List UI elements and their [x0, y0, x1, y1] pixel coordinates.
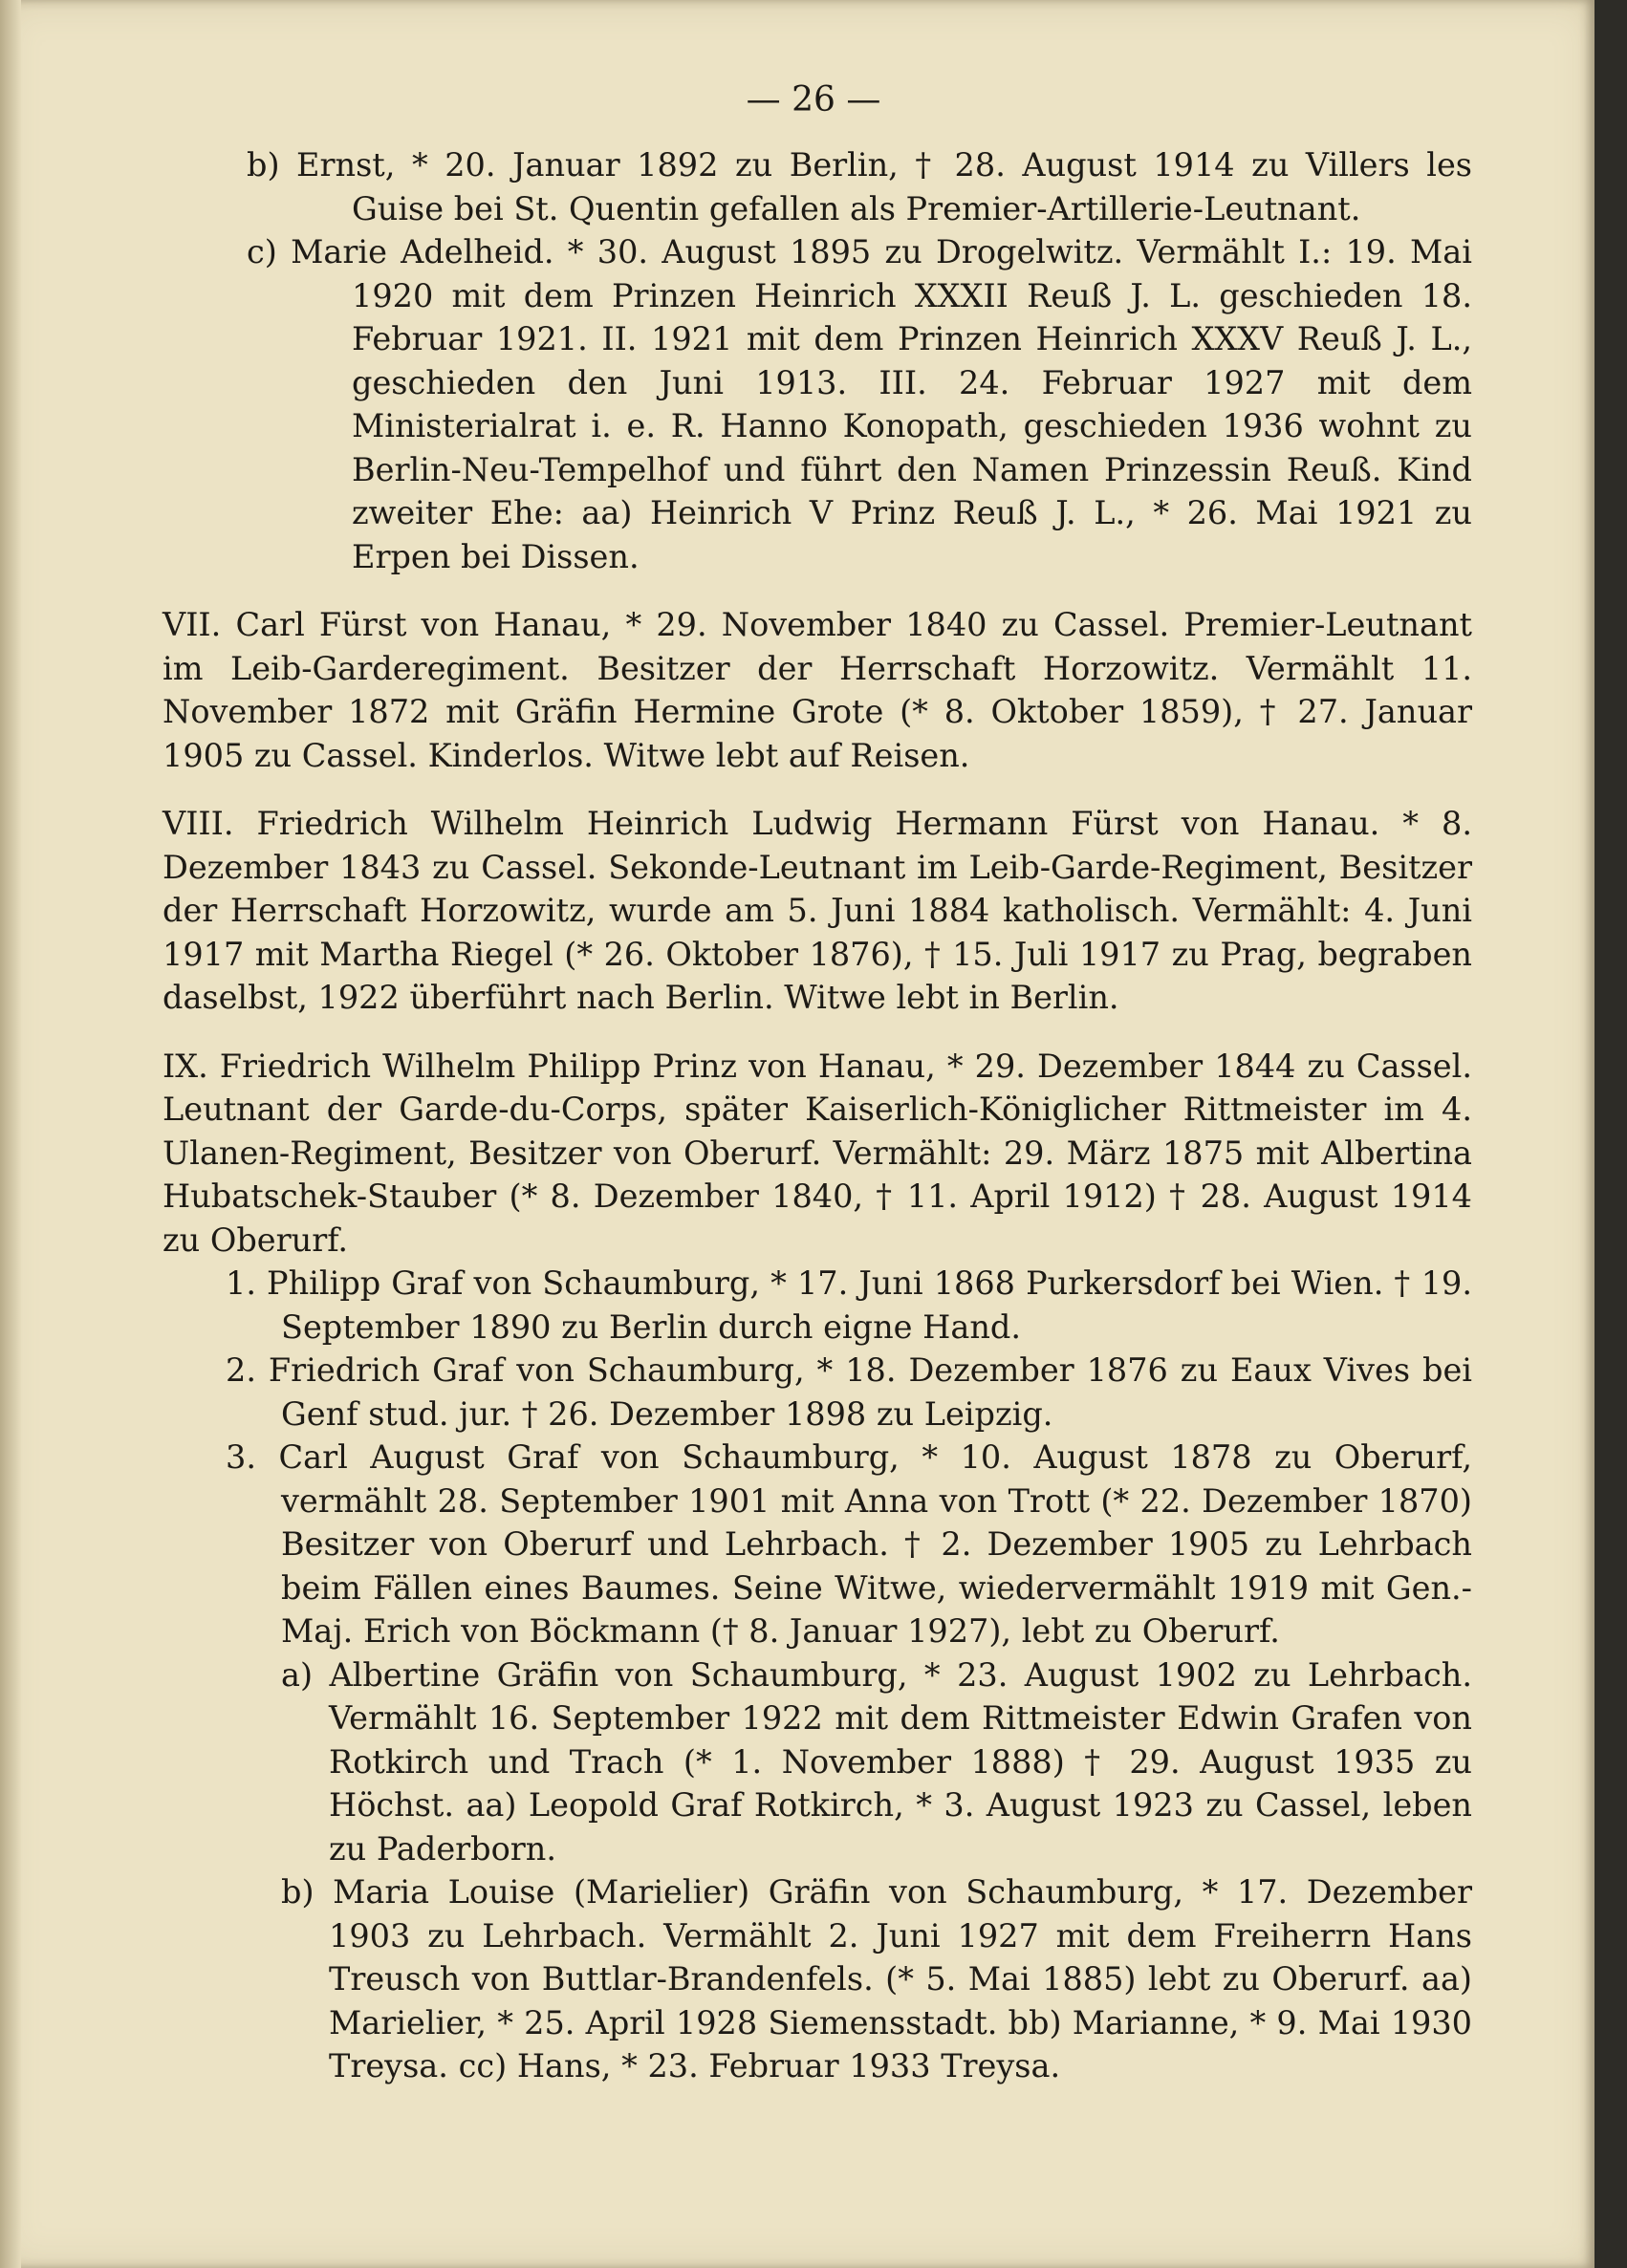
entry-vii-carl: VII. Carl Fürst von Hanau, * 29. November 1840 zu Cassel. Premier-Leutnant im Leib-Garderegiment. Besitzer der Herrschaft Horzowitz. Vermählt 11. November 1872 mit Gräfin Hermine Grote (* 8. Oktober 1859), † 27. Januar 1905 zu Cassel. Kinderlos. Witwe lebt auf Reisen.: [163, 606, 1472, 774]
page-number: — 26 —: [746, 80, 881, 119]
entry-3-carl-august: 3. Carl August Graf von Schaumburg, * 10. August 1878 zu Oberurf, vermählt 28. September 1901 mit Anna von Trott (* 22. Dezember 1870) Besitzer von Oberurf und Lehrbach. † 2. Dezember 1905 zu Lehrbach beim Fällen eines Baumes. Seine Witwe, wiedervermählt 1919 mit Gen.-Maj. Erich von Böckmann († 8. Januar 1927), lebt zu Oberurf.: [226, 1438, 1472, 1650]
entry-1-philipp: 1. Philipp Graf von Schaumburg, * 17. Juni 1868 Purkersdorf bei Wien. † 19. September 1890 zu Berlin durch eigne Hand.: [226, 1264, 1472, 1346]
page-gutter: [0, 0, 21, 2268]
page-text: [163, 143, 1472, 2088]
entry-b-ernst: b) Ernst, * 20. Januar 1892 zu Berlin, † 28. August 1914 zu Villers les Guise bei St. Quentin gefallen als Premier-Artillerie-Leutnant.: [247, 146, 1472, 227]
entry-viii-friedrich-wilhelm-heinrich: VIII. Friedrich Wilhelm Heinrich Ludwig Hermann Fürst von Hanau. * 8. Dezember 1843 zu Cassel. Sekonde-Leutnant im Leib-Garde-Regiment, Besitzer der Herrschaft Horzowitz, wurde am 5. Juni 1884 katholisch. Vermählt: 4. Juni 1917 mit Martha Riegel (* 26. Oktober 1876), † 15. Juli 1917 zu Prag, begraben daselbst, 1922 überführt nach Berlin. Witwe lebt in Berlin.: [163, 805, 1472, 1016]
entry-3a-albertine: a) Albertine Gräfin von Schaumburg, * 23. August 1902 zu Lehrbach. Vermählt 16. September 1922 mit dem Rittmeister Edwin Grafen von Rotkirch und Trach (* 1. November 1888) † 29. August 1935 zu Höchst. aa) Leopold Graf Rotkirch, * 3. August 1923 zu Cassel, leben zu Paderborn.: [281, 1655, 1472, 1868]
entry-2-friedrich: 2. Friedrich Graf von Schaumburg, * 18. Dezember 1876 zu Eaux Vives bei Genf stud. jur. † 26. Dezember 1898 zu Leipzig.: [226, 1351, 1472, 1433]
entry-c-marie-adelheid: c) Marie Adelheid. * 30. August 1895 zu Drogelwitz. Vermählt I.: 19. Mai 1920 mit dem Prinzen Heinrich XXXII Reuß J. L. geschieden 18. Februar 1921. II. 1921 mit dem Prinzen Heinrich XXXV Reuß J. L., geschieden den Juni 1913. III. 24. Februar 1927 mit dem Ministerialrat i. e. R. Hanno Konopath, geschieden 1936 wohnt zu Berlin-Neu-Tempelhof und führt den Namen Prinzessin Reuß. Kind zweiter Ehe: aa) Heinrich V Prinz Reuß J. L., * 26. Mai 1921 zu Erpen bei Dissen.: [247, 233, 1472, 575]
entry-3b-maria-louise: b) Maria Louise (Marielier) Gräfin von Schaumburg, * 17. Dezember 1903 zu Lehrbach. Vermählt 2. Juni 1927 mit dem Freiherrn Hans Treusch von Buttlar-Brandenfels. (* 5. Mai 1885) lebt zu Oberurf. aa) Marielier, * 25. April 1928 Siemensstadt. bb) Marianne, * 9. Mai 1930 Treysa. cc) Hans, * 23. Februar 1933 Treysa.: [281, 1873, 1472, 2084]
entry-ix-friedrich-wilhelm-philipp: IX. Friedrich Wilhelm Philipp Prinz von Hanau, * 29. Dezember 1844 zu Cassel. Leutnant der Garde-du-Corps, später Kaiserlich-Königlicher Rittmeister im 4. Ulanen-Regiment, Besitzer von Oberurf. Vermählt: 29. März 1875 mit Albertina Hubatschek-Stauber (* 8. Dezember 1840, † 11. April 1912) † 28. August 1914 zu Oberurf.: [163, 1047, 1472, 1259]
